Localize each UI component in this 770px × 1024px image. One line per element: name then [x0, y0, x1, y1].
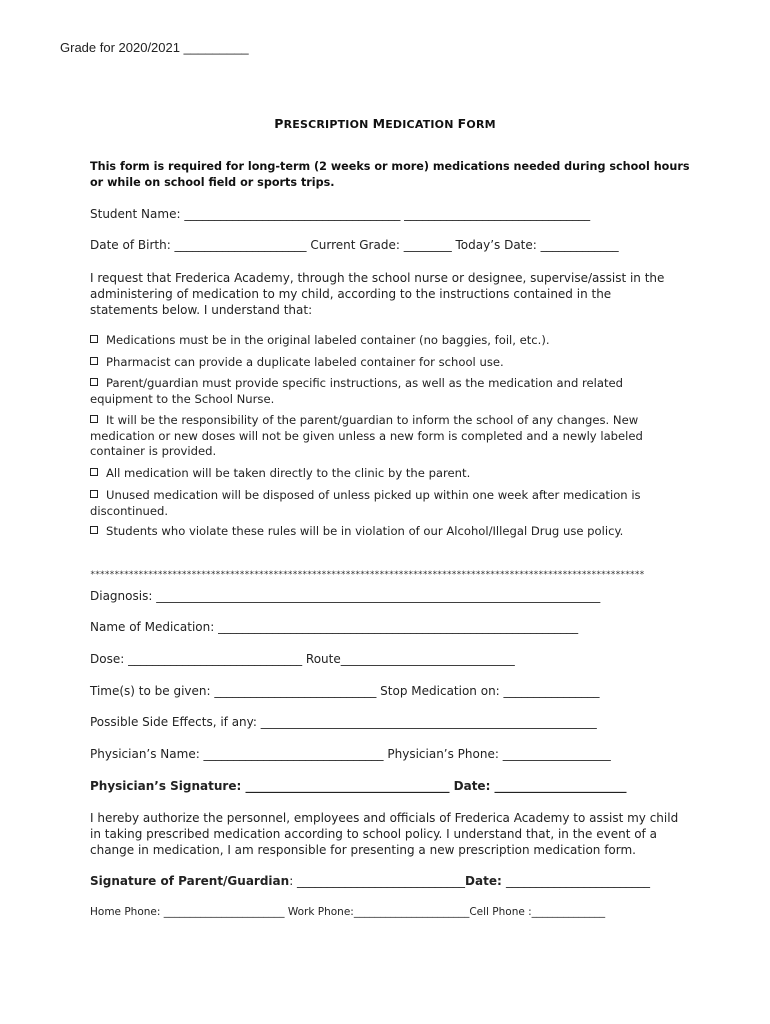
rule-item: Parent/guardian must provide specific instructions, as well as the medication and related equipment to the School Nurse.	[90, 376, 624, 406]
student-name-field[interactable]: Student Name: ____________________________________ _______________________________	[90, 207, 591, 221]
parent-signature-field[interactable]: : ____________________________	[289, 874, 466, 888]
diagnosis-field[interactable]: Diagnosis: __________________________________________________________________________	[90, 589, 601, 603]
checkbox-icon	[90, 490, 98, 498]
times-stop-field[interactable]: Time(s) to be given: ___________________________ Stop Medication on: ________________	[90, 684, 600, 698]
form-title: PRESCRIPTION MEDICATION FORM	[274, 116, 496, 131]
intro-text: This form is required for long-term (2 weeks or more) medications needed during school hours or while on school field or sports trips.	[90, 160, 690, 189]
medication-name-field[interactable]: Name of Medication: ____________________________________________________________	[90, 620, 579, 634]
rule-item: Unused medication will be disposed of unless picked up within one week after medication is discontinued.	[90, 488, 641, 518]
checkbox-icon	[90, 526, 98, 534]
rule-item: All medication will be taken directly to the clinic by the parent.	[90, 466, 680, 482]
rule-item: Medications must be in the original labeled container (no baggies, foil, etc.).	[90, 333, 680, 349]
side-effects-field[interactable]: Possible Side Effects, if any: ________________________________________________________	[90, 715, 597, 729]
parent-date-label: Date:	[465, 874, 506, 888]
separator-line: *******************************************************************************************************************	[90, 570, 645, 580]
grade-line: Grade for 2020/2021 _________	[60, 40, 249, 55]
checkbox-icon	[90, 378, 98, 386]
checkbox-icon	[90, 415, 98, 423]
physician-signature-field[interactable]: Physician’s Signature: __________________________________ Date: ______________________	[90, 779, 627, 793]
checkbox-icon	[90, 357, 98, 365]
request-paragraph: I request that Frederica Academy, through the school nurse or designee, supervise/assist in the administering of medication to my child, according to the instructions contained in the statements below. I understand that:	[90, 271, 665, 317]
checkbox-icon	[90, 468, 98, 476]
physician-name-phone-field[interactable]: Physician’s Name: ______________________________ Physician’s Phone: __________________	[90, 747, 611, 761]
parent-signature-row[interactable]	[90, 874, 650, 888]
rule-item: It will be the responsibility of the parent/guardian to inform the school of any changes. New medication or new doses will not be given unless a new form is completed and a newly labeled container is provided.	[90, 413, 643, 458]
dob-grade-date-field[interactable]: Date of Birth: ______________________ Current Grade: ________ Today’s Date: _____________	[90, 238, 619, 252]
parent-date-field[interactable]: ________________________	[505, 874, 650, 888]
rule-item: Students who violate these rules will be in violation of our Alcohol/Illegal Drug use policy.	[90, 524, 680, 540]
rule-item: Pharmacist can provide a duplicate labeled container for school use.	[90, 355, 680, 371]
dose-route-field[interactable]: Dose: _____________________________ Route_____________________________	[90, 652, 515, 666]
parent-signature-label: Signature of Parent/Guardian	[90, 874, 290, 888]
authorization-paragraph: I hereby authorize the personnel, employees and officials of Frederica Academy to assist my child in taking prescribed medication according to school policy. I understand that, in the event of a change in medication, I am responsible for presenting a new prescription medication form.	[90, 811, 679, 857]
phone-fields[interactable]: Home Phone: _______________________ Work Phone:______________________Cell Phone :______________	[90, 906, 606, 918]
checkbox-icon	[90, 335, 98, 343]
